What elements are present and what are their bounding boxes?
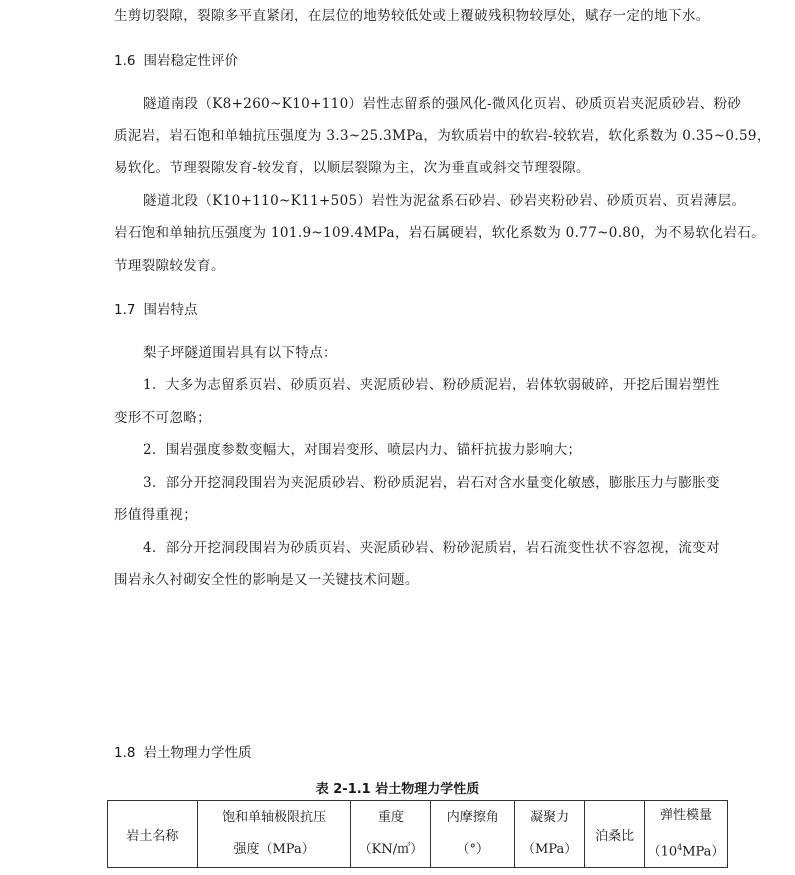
- header-label: 内摩擦角: [446, 810, 499, 825]
- list-item-line: 2．围岩强度参数变幅大，对围岩变形、喷层内力、锚杆抗拔力影响大；: [143, 442, 582, 458]
- unit-suffix: ）: [410, 842, 424, 857]
- table-header-row: [108, 801, 728, 868]
- list-item-line: 变形不可忽略；: [114, 410, 211, 426]
- header-unit: [351, 840, 430, 860]
- header-unit: （°）: [456, 842, 490, 857]
- section-title: 岩土物理力学性质: [143, 745, 252, 761]
- paragraph-line: 隧道北段（K10+110~K11+505）岩性为泥盆系石砂岩、砂岩夹粉砂岩、砂质页岩、页岩薄层。: [143, 193, 746, 209]
- header-label: 凝聚力: [530, 810, 570, 825]
- header-unit-weight: [351, 801, 431, 868]
- header-label: 重度: [377, 810, 404, 825]
- header-friction-angle: [431, 801, 515, 868]
- header-unit: [645, 838, 727, 862]
- paragraph-line: 生剪切裂隙，裂隙多平直紧闭，在层位的地势较低处或上覆破残积物较厚处，赋存一定的地下水。: [114, 8, 710, 24]
- unit-prefix: （10: [647, 844, 678, 860]
- section-number: 1.6: [114, 53, 136, 69]
- section-heading-1-6: [114, 51, 238, 71]
- header-label: 饱和单轴极限抗压: [222, 810, 327, 825]
- header-unit: （MPa）: [522, 842, 578, 857]
- header-label: 泊桑比: [595, 828, 635, 844]
- paragraph-line: 岩石饱和单轴抗压强度为 101.9~109.4MPa，岩石属硬岩，软化系数为 0.77~0.80，为不易软化岩石。: [114, 225, 765, 241]
- list-item-line: 形值得重视；: [114, 507, 198, 523]
- header-cohesion: [515, 801, 585, 868]
- list-item-line: 围岩永久衬砌安全性的影响是又一关键技术问题。: [114, 572, 419, 588]
- header-poisson-ratio: [585, 801, 645, 868]
- header-label: 岩土名称: [126, 828, 179, 844]
- header-rock-name: [108, 801, 198, 868]
- section-title: 围岩稳定性评价: [143, 53, 238, 69]
- header-unit: 强度（MPa）: [233, 842, 315, 857]
- section-heading-1-8: [114, 743, 251, 763]
- paragraph-line: 质泥岩，岩石饱和单轴抗压强度为 3.3~25.3MPa，为软质岩中的软岩-较软岩，软化系数为 0.35~0.59，: [114, 128, 771, 144]
- list-item-line: 3．部分开挖洞段围岩为夹泥质砂岩、粉砂质泥岩，岩石对含水量变化敏感，膨胀压力与膨胀变: [143, 475, 720, 491]
- paragraph-line: 梨子坪隧道围岩具有以下特点：: [143, 345, 337, 361]
- header-compressive-strength: [197, 801, 351, 868]
- section-title: 围岩特点: [143, 302, 198, 318]
- paragraph-line: 节理裂隙较发育。: [114, 258, 225, 274]
- unit-suffix: MPa）: [682, 844, 725, 860]
- unit-prefix: （KN/㎥: [358, 842, 411, 857]
- table-caption: 表 2-1.1 岩土物理力学性质: [315, 782, 480, 797]
- unit-exponent: 4: [677, 842, 683, 852]
- list-item-line: 1．大多为志留系页岩、砂质页岩、夹泥质砂岩、粉砂质泥岩，岩体软弱破碎，开挖后围岩塑性: [143, 377, 720, 393]
- header-label: 弹性模量: [659, 807, 712, 823]
- properties-table: [107, 800, 728, 868]
- paragraph-line: 易软化。节理裂隙发育-较发育，以顺层裂隙为主，次为垂直或斜交节理裂隙。: [114, 160, 590, 176]
- section-heading-1-7: [114, 300, 197, 320]
- section-number: 1.8: [114, 745, 136, 761]
- section-number: 1.7: [114, 302, 136, 318]
- header-elastic-modulus: [645, 801, 728, 868]
- paragraph-line: 隧道南段（K8+260~K10+110）岩性志留系的强风化-微风化页岩、砂质页岩夹泥质砂岩、粉砂: [143, 96, 742, 112]
- list-item-line: 4．部分开挖洞段围岩为砂质页岩、夹泥质砂岩、粉砂泥质岩，岩石流变性状不容忽视，流变对: [143, 540, 720, 556]
